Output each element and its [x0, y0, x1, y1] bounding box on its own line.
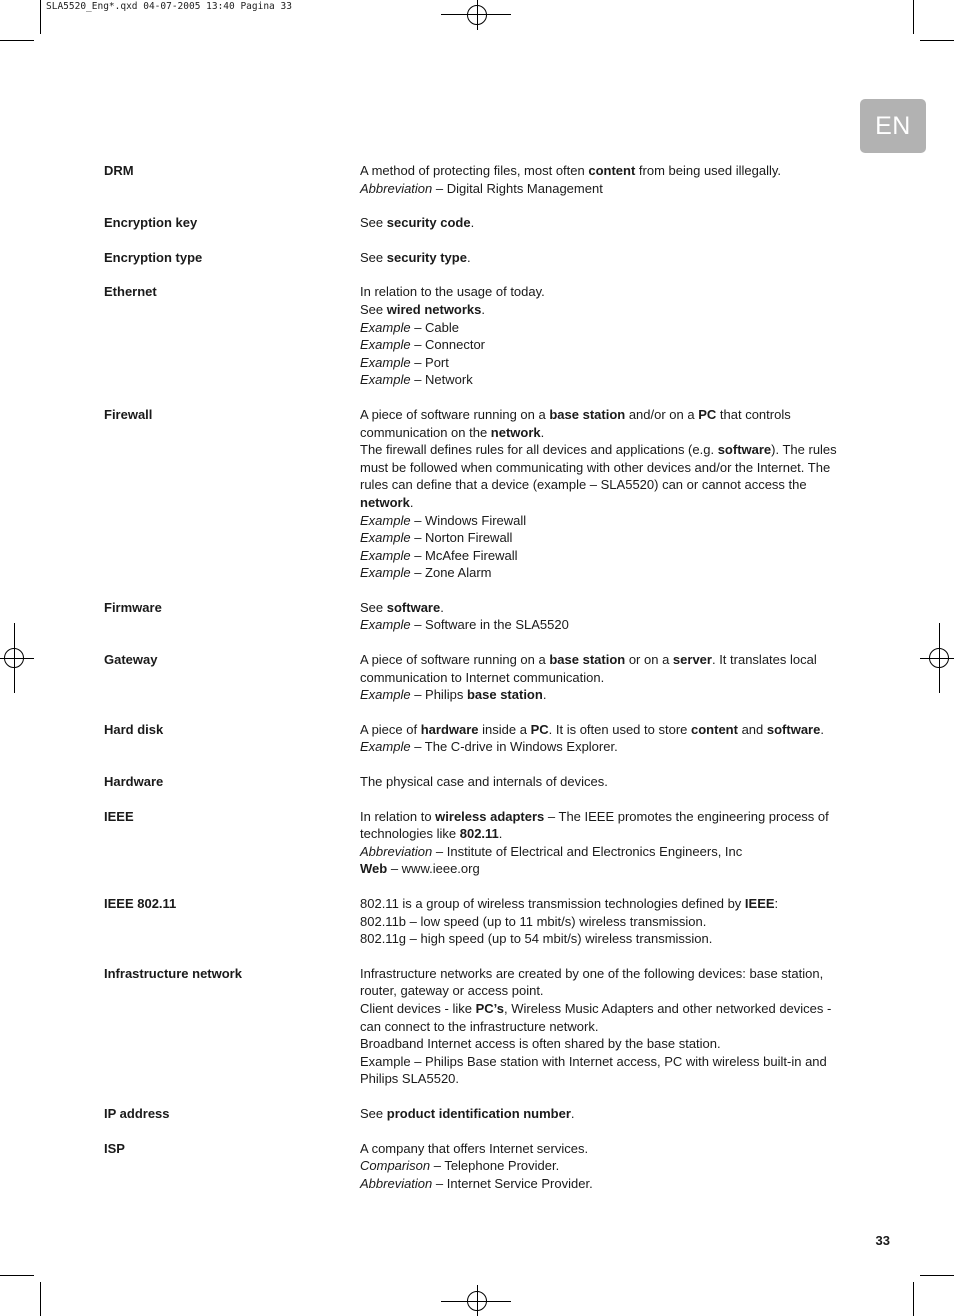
glossary-definition — [360, 1140, 849, 1193]
bold-term: security code — [386, 215, 471, 231]
text-run: See — [360, 1105, 387, 1121]
definition-line — [360, 547, 849, 565]
bold-term: software — [717, 442, 772, 458]
text-run: . — [409, 494, 414, 510]
text-run: – Zone Alarm — [410, 565, 492, 581]
glossary-entry — [104, 965, 849, 1088]
text-run: – Telephone Provider. — [430, 1158, 560, 1174]
glossary-entry — [104, 162, 849, 197]
text-run: See — [360, 599, 387, 615]
definition-line — [360, 1053, 849, 1071]
glossary-term: Encryption key — [104, 215, 198, 231]
glossary-definition — [360, 808, 849, 878]
crop-mark — [40, 1282, 41, 1316]
glossary-definition — [360, 895, 849, 948]
text-run: ). The rules — [771, 442, 837, 458]
definition-line — [360, 529, 849, 547]
definition-line — [360, 180, 849, 198]
definition-line — [360, 721, 849, 739]
definition-line — [360, 564, 849, 582]
text-run: . — [498, 826, 503, 842]
text-run: – Philips — [410, 687, 467, 703]
italic-label: Abbreviation — [360, 180, 433, 196]
bold-term: base station — [549, 406, 626, 422]
glossary-term: Hard disk — [104, 721, 164, 737]
text-run: – Connector — [410, 337, 486, 353]
text-run: Infrastructure networks are created by one of the following devices: base station, — [360, 965, 824, 981]
text-run: . — [570, 1105, 575, 1121]
definition-line — [360, 930, 849, 948]
text-run: The firewall defines rules for all devices and applications (e.g. — [360, 442, 718, 458]
glossary-definition — [360, 651, 849, 704]
text-run: – The IEEE promotes the engineering process of — [544, 808, 829, 824]
glossary-term: Firewall — [104, 406, 153, 422]
glossary-definition — [360, 283, 849, 389]
glossary-entry — [104, 249, 849, 267]
italic-label: Example — [360, 354, 411, 370]
definition-line — [360, 686, 849, 704]
italic-label: Abbreviation — [360, 1175, 433, 1191]
glossary-list — [104, 162, 849, 1192]
italic-label: Example — [360, 565, 411, 581]
text-run: A piece of software running on a — [360, 406, 550, 422]
glossary-definition — [360, 162, 849, 197]
definition-line — [360, 1140, 849, 1158]
glossary-definition — [360, 214, 849, 232]
definition-line — [360, 214, 849, 232]
print-slug: SLA5520_Eng*.qxd 04-07-2005 13:40 Pagina 33 — [46, 1, 292, 12]
definition-line — [360, 319, 849, 337]
italic-label: Example — [360, 372, 411, 388]
glossary-term: Encryption type — [104, 249, 203, 265]
definition-line — [360, 616, 849, 634]
italic-label: Example — [360, 337, 411, 353]
definition-line — [360, 651, 849, 669]
definition-line — [360, 982, 849, 1000]
definition-line — [360, 1018, 849, 1036]
glossary-entry — [104, 895, 849, 948]
text-run: from being used illegally. — [635, 163, 782, 178]
definition-line — [360, 354, 849, 372]
definition-line — [360, 669, 849, 687]
glossary-definition — [360, 965, 849, 1088]
glossary-term: IEEE — [104, 808, 134, 824]
definition-line — [360, 476, 849, 494]
text-run: Client devices - like — [360, 1000, 476, 1016]
definition-line — [360, 773, 849, 791]
italic-label: Example — [360, 530, 411, 546]
crop-mark — [0, 1275, 34, 1276]
text-run: . — [481, 301, 486, 317]
text-run: and — [737, 721, 767, 737]
text-run: – Internet Service Provider. — [432, 1175, 593, 1191]
bold-term: base station — [466, 687, 543, 703]
text-run: – Port — [410, 354, 449, 370]
bold-term: 802.11 — [459, 826, 499, 842]
text-run: – McAfee Firewall — [410, 547, 518, 563]
definition-line — [360, 825, 849, 843]
bold-term: content — [691, 721, 738, 737]
italic-label: Example — [360, 739, 411, 755]
text-run: must be followed when communicating with other devices and/or the Internet. The — [360, 459, 831, 475]
text-run: or on a — [625, 652, 673, 668]
bold-term: Web — [360, 861, 388, 877]
glossary-entry — [104, 406, 849, 582]
bold-term: PC’s — [475, 1000, 505, 1016]
glossary-definition — [360, 249, 849, 267]
definition-line — [360, 406, 849, 424]
crop-mark — [40, 0, 41, 34]
italic-label: Abbreviation — [360, 843, 433, 859]
definition-line — [360, 913, 849, 931]
glossary-entry — [104, 283, 849, 389]
text-run: communication on the — [360, 424, 491, 440]
glossary-entry — [104, 773, 849, 791]
definition-line — [360, 860, 849, 878]
definition-line — [360, 424, 849, 442]
glossary-entry — [104, 214, 849, 232]
text-run: A method of protecting files, most often — [360, 163, 589, 178]
definition-line — [360, 494, 849, 512]
glossary-term: Ethernet — [104, 284, 157, 300]
crop-mark — [920, 40, 954, 41]
glossary-term: IEEE 802.11 — [104, 896, 177, 911]
glossary-entry — [104, 651, 849, 704]
glossary-term: Firmware — [104, 599, 162, 615]
language-tab: EN — [860, 99, 926, 153]
definition-line — [360, 599, 849, 617]
crop-mark — [0, 40, 34, 41]
crop-mark — [920, 1275, 954, 1276]
italic-label: Example — [360, 547, 411, 563]
bold-term: IEEE — [744, 896, 775, 911]
text-run: Philips SLA5520. — [360, 1071, 460, 1087]
glossary-definition — [360, 721, 849, 756]
text-run: 802.11g – high speed (up to 54 mbit/s) wireless transmission. — [360, 931, 713, 947]
definition-line — [360, 441, 849, 459]
definition-line — [360, 162, 849, 180]
definition-line — [360, 843, 849, 861]
text-run: – Norton Firewall — [410, 530, 513, 546]
definition-line — [360, 512, 849, 530]
definition-line — [360, 336, 849, 354]
text-run: . — [466, 249, 471, 265]
text-run: – Software in the SLA5520 — [410, 617, 569, 633]
glossary-term: ISP — [104, 1140, 125, 1156]
text-run: – www.ieee.org — [387, 861, 480, 877]
italic-label: Example — [360, 617, 411, 633]
bold-term: network — [360, 494, 410, 510]
bold-term: base station — [549, 652, 626, 668]
definition-line — [360, 301, 849, 319]
text-run: 802.11b – low speed (up to 11 mbit/s) wireless transmission. — [360, 913, 707, 929]
italic-label: Example — [360, 319, 411, 335]
text-run: Example – Philips Base station with Internet access, PC with wireless built-in and — [360, 1053, 827, 1069]
bold-term: product identification number — [386, 1105, 571, 1121]
text-run: – Institute of Electrical and Electronics Engineers, Inc — [432, 843, 743, 859]
text-run: The physical case and internals of devices. — [360, 774, 608, 790]
bold-term: network — [490, 424, 541, 440]
text-run: technologies like — [360, 826, 460, 842]
bold-term: content — [588, 163, 636, 178]
bold-term: software — [766, 721, 821, 737]
text-run: – Windows Firewall — [410, 512, 527, 528]
definition-line — [360, 1157, 849, 1175]
text-run: . — [470, 215, 475, 231]
bold-term: software — [386, 599, 441, 615]
definition-line — [360, 738, 849, 756]
definition-line — [360, 249, 849, 267]
bold-term: server — [672, 652, 712, 668]
glossary-term: Infrastructure network — [104, 965, 242, 981]
text-run: – The C-drive in Windows Explorer. — [410, 739, 618, 755]
text-run: communication to Internet communication. — [360, 669, 605, 685]
text-run: , Wireless Music Adapters and other networked devices - — [504, 1000, 832, 1016]
glossary-entry — [104, 1140, 849, 1193]
text-run: that controls — [716, 406, 791, 422]
glossary-term: Hardware — [104, 774, 164, 790]
glossary-entry — [104, 599, 849, 634]
definition-line — [360, 808, 849, 826]
glossary-definition — [360, 773, 849, 791]
glossary-entry — [104, 721, 849, 756]
glossary-term: Gateway — [104, 652, 158, 668]
definition-line — [360, 1035, 849, 1053]
text-run: inside a — [478, 721, 531, 737]
text-run: A company that offers Internet services. — [360, 1140, 589, 1156]
text-run: In relation to the usage of today. — [360, 284, 545, 300]
text-run: . It translates local — [711, 652, 817, 668]
glossary-term: DRM — [104, 163, 134, 178]
text-run: . — [820, 721, 824, 737]
glossary-term: IP address — [104, 1105, 170, 1121]
definition-line — [360, 283, 849, 301]
text-run: See — [360, 249, 387, 265]
text-run: . — [440, 599, 444, 615]
bold-term: wireless adapters — [435, 808, 545, 824]
italic-label: Example — [360, 687, 411, 703]
text-run: – Digital Rights Management — [432, 180, 603, 196]
text-run: and/or on a — [625, 406, 699, 422]
bold-term: wired networks — [386, 301, 482, 317]
bold-term: PC — [698, 406, 717, 422]
definition-line — [360, 1070, 849, 1088]
text-run: A piece of — [360, 721, 421, 737]
text-run: rules can define that a device (example – SLA5520) can or cannot access the — [360, 477, 807, 493]
bold-term: PC — [530, 721, 549, 737]
definition-line — [360, 1175, 849, 1193]
definition-line — [360, 895, 849, 913]
bold-term: hardware — [420, 721, 479, 737]
text-run: Broadband Internet access is often shared by the base station. — [360, 1036, 721, 1052]
text-run: router, gateway or access point. — [360, 983, 544, 999]
text-run: 802.11 is a group of wireless transmission technologies defined by — [360, 896, 745, 911]
text-run: In relation to — [360, 808, 436, 824]
page-number: 33 — [875, 1233, 890, 1248]
text-run: : — [774, 896, 779, 911]
italic-label: Example — [360, 512, 411, 528]
text-run: . — [542, 687, 547, 703]
text-run: See — [360, 301, 387, 317]
bold-term: security type — [386, 249, 467, 265]
definition-line — [360, 371, 849, 389]
glossary-entry — [104, 1105, 849, 1123]
text-run: . — [540, 424, 545, 440]
text-run: See — [360, 215, 387, 231]
definition-line — [360, 1000, 849, 1018]
text-run: . It is often used to store — [548, 721, 691, 737]
definition-line — [360, 965, 849, 983]
crop-mark — [913, 0, 914, 34]
text-run: – Network — [410, 372, 473, 388]
definition-line — [360, 1105, 849, 1123]
glossary-definition — [360, 599, 849, 634]
text-run: – Cable — [410, 319, 459, 335]
glossary-entry — [104, 808, 849, 878]
glossary-definition — [360, 1105, 849, 1123]
text-run: can connect to the infrastructure network. — [360, 1018, 599, 1034]
text-run: A piece of software running on a — [360, 652, 550, 668]
crop-mark — [913, 1282, 914, 1316]
definition-line — [360, 459, 849, 477]
italic-label: Comparison — [360, 1158, 431, 1174]
glossary-definition — [360, 406, 849, 582]
